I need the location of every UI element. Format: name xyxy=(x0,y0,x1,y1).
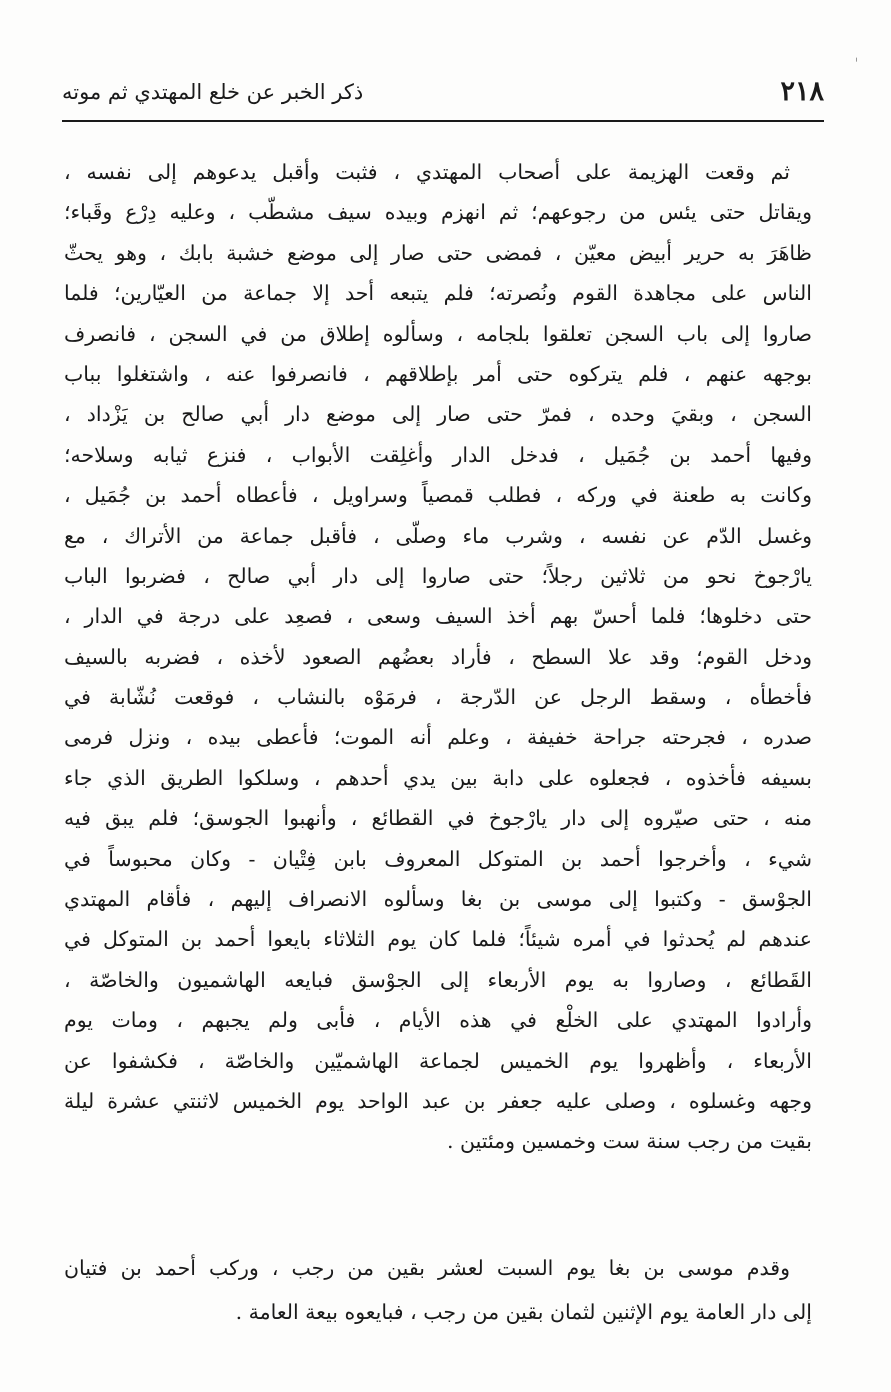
text-line: ظاهَرَ به حرير أبيض معيّن ، فمضى حتى صار إلى موضع خشبة بابك ، وهو يحثّ xyxy=(64,240,812,265)
text-line: ودخل القوم؛ وقد علا السطح ، فأراد بعضُهم الصعود لأخذه ، فضربه بالسيف xyxy=(64,644,812,669)
text-line: صدره ، فجرحته جراحة خفيفة ، وعلم أنه الموت؛ فأعطى بيده ، ونزل فرمى xyxy=(64,725,812,750)
text-line: الأربعاء ، وأظهروا يوم الخميس لجماعة الهاشميّين والخاصّة ، فكشفوا عن xyxy=(64,1048,812,1073)
header-rule xyxy=(62,120,824,122)
text-line: شيء ، وأخرجوا أحمد بن المتوكل المعروف بابن فِتْيان - وكان محبوساً في xyxy=(64,846,812,871)
text-line: وفيها أحمد بن جُمَيل ، فدخل الدار وأغلِقت الأبواب ، فنزع ثيابه وسلاحه؛ xyxy=(64,442,812,467)
text-line: إلى دار العامة يوم الإثنين لثمان بقين من رجب ، فبايعوه بيعة العامة . xyxy=(235,1300,812,1324)
text-line: ويقاتل حتى يئس من رجوعهم؛ ثم انهزم وبيده سيف مشطّب ، وعليه دِرْع وقَباء؛ xyxy=(64,200,812,225)
page-number: ٢١٨ xyxy=(780,76,824,107)
text-line: السجن ، وبقيَ وحده ، فمرّ حتى صار إلى موضع دار أبي صالح بن يَزْداد ، xyxy=(64,402,812,427)
text-line: صاروا إلى باب السجن تعلقوا بلجامه ، وسألوه إطلاق من في السجن ، فانصرف xyxy=(64,321,812,346)
text-line: ثم وقعت الهزيمة على أصحاب المهتدي ، فثبت وأقبل يدعوهم إلى نفسه ، xyxy=(64,160,790,184)
page-header xyxy=(62,72,824,118)
text-line: القَطائع ، وصاروا به يوم الأربعاء إلى الجوْسق فبايعه الهاشميون والخاصّة ، xyxy=(64,967,812,992)
text-line: يارْجوخ نحو من ثلاثين رجلاً؛ حتى صاروا إلى دار أبي صالح ، فضربوا الباب xyxy=(64,563,812,588)
text-line: وقدم موسى بن بغا يوم السبت لعشر بقين من رجب ، وركب أحمد بن فتيان xyxy=(64,1256,790,1280)
text-line: وجهه وغسلوه ، وصلى عليه جعفر بن عبد الواحد يوم الخميس لاثنتي عشرة ليلة xyxy=(64,1088,812,1113)
text-line: عندهم لم يُحدثوا في أمره شيئاً؛ فلما كان يوم الثلاثاء بايعوا أحمد بن المتوكل في xyxy=(64,927,812,952)
text-line: وغسل الدّم عن نفسه ، وشرب ماء وصلّى ، فأقبل جماعة من الأتراك ، مع xyxy=(64,523,812,548)
text-line: وأرادوا المهتدي على الخلْع في هذه الأيام ، فأبى ولم يجبهم ، ومات يوم xyxy=(64,1008,812,1033)
text-line: وكانت به طعنة في وركه ، فطلب قمصياً وسراويل ، فأعطاه أحمد بن جُمَيل ، xyxy=(64,483,812,508)
text-line: بسيفه فأخذوه ، فجعلوه على دابة بين يدي أحدهم ، وسلكوا الطريق الذي جاء xyxy=(64,765,812,790)
text-line: الجوْسق - وكتبوا إلى موسى بن بغا وسألوه الانصراف إليهم ، فأقام المهتدي xyxy=(64,887,812,912)
text-line: فأخطأه ، وسقط الرجل عن الدّرجة ، فرمَوْه بالنشاب ، فوقعت نُشّابة في xyxy=(64,685,812,710)
text-line: بوجهه عنهم ، فلم يتركوه حتى أمر بإطلاقهم ، فانصرفوا عنه ، واشتغلوا بباب xyxy=(64,361,812,386)
text-line: حتى دخلوها؛ فلما أحسّ بهم أخذ السيف وسعى ، فصعِد على درجة في الدار ، xyxy=(64,604,812,629)
running-title: ذكر الخبر عن خلع المهتدي ثم موته xyxy=(62,80,364,104)
paragraph-1 xyxy=(64,152,812,1162)
text-line: بقيت من رجب سنة ست وخمسين ومئتين . xyxy=(446,1129,812,1154)
paragraph-2 xyxy=(64,1246,812,1334)
text-line: منه ، حتى صيّروه إلى دار يارْجوخ في القطائع ، وأنهبوا الجوسق؛ فلم يبق فيه xyxy=(64,806,812,831)
text-line: الناس على مجاهدة القوم ونُصرته؛ فلم يتبعه أحد إلا جماعة من العيّارين؛ فلما xyxy=(64,281,812,306)
